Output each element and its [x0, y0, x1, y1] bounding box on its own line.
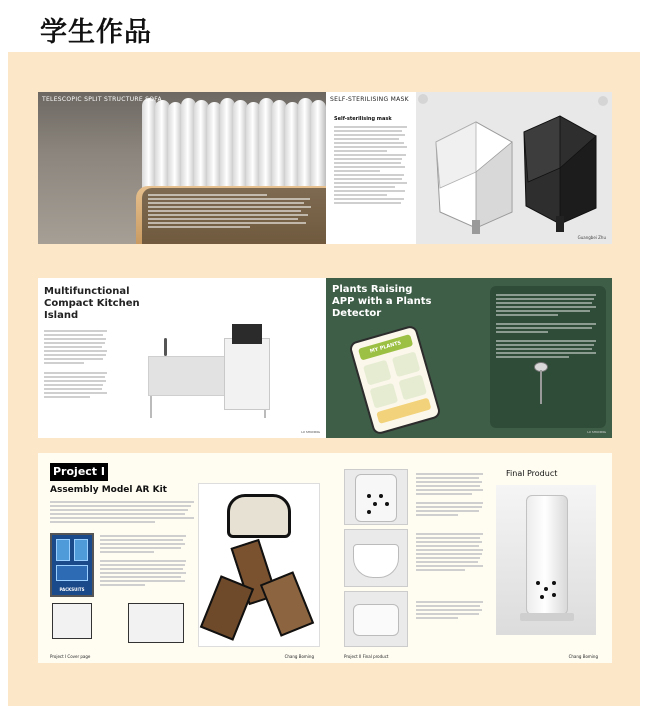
card-sofa[interactable]: [38, 92, 326, 244]
final-text-1: [416, 471, 486, 518]
cylinder-shape: [355, 474, 397, 522]
dot-mark: [540, 595, 544, 599]
card-mask[interactable]: [326, 92, 612, 244]
kitchen-cabinet: [224, 338, 270, 410]
mask-indicator-dot: [598, 96, 608, 106]
ar-body-text: [50, 499, 200, 525]
ar-footer-left: Project I Cover page: [50, 654, 91, 659]
ar-title: Assembly Model AR Kit: [50, 485, 167, 495]
final-text-2: [416, 531, 486, 573]
plant-tile: [392, 351, 421, 377]
plant-detector-probe: [540, 370, 542, 404]
final-product-cylinder: [526, 495, 568, 615]
dot-mark: [552, 593, 556, 597]
card-kitchen[interactable]: [38, 278, 326, 438]
card-ar-kit[interactable]: [38, 453, 326, 663]
final-text-3: [416, 599, 486, 621]
dot-mark: [373, 502, 377, 506]
sofa-title: TELESCOPIC SPLIT STRUCTURE SOFA: [42, 96, 162, 103]
parts-shape: [353, 604, 399, 636]
final-photo-parts: [344, 591, 408, 647]
ar-footer-right: Chang Boming: [284, 654, 314, 659]
page-title: 学生作品: [40, 17, 152, 48]
kitchen-appliance: [232, 324, 262, 344]
final-footer-left: Project II Final product: [344, 654, 389, 659]
plant-tile: [398, 374, 427, 400]
ar-package-box: [50, 533, 94, 597]
ar-project-label: Project I: [50, 463, 108, 481]
kitchen-tap: [164, 338, 167, 356]
final-product-base: [520, 613, 574, 621]
card-final-product[interactable]: [326, 453, 612, 663]
final-photo-cylinder: [344, 469, 408, 525]
dot-mark: [379, 494, 383, 498]
mask-body-text: [334, 124, 410, 206]
final-photo-container: [344, 529, 408, 587]
container-shape: [353, 544, 399, 578]
dot-mark: [367, 494, 371, 498]
ar-sketch-drawing: [128, 603, 184, 643]
ar-box-panel: [74, 539, 88, 561]
mask-subtitle: Self-sterilising mask: [334, 116, 392, 122]
ar-sketch-drawing: [52, 603, 92, 639]
robot-leg: [200, 575, 254, 640]
ar-box-text: PACKSUITS: [59, 587, 85, 592]
dot-mark: [536, 581, 540, 585]
robot-leg: [260, 571, 314, 636]
dot-mark: [544, 587, 548, 591]
ar-box-panel: [56, 565, 88, 581]
plant-tile: [363, 360, 392, 386]
plant-tile: [370, 383, 399, 409]
ar-robot-illustration: [198, 483, 320, 647]
dot-mark: [367, 510, 371, 514]
kitchen-brand: LU SHUDING: [301, 430, 320, 434]
sofa-body-text: [148, 192, 318, 230]
dot-mark: [552, 581, 556, 585]
plants-brand: LU SHUDING: [587, 430, 606, 434]
robot-head: [227, 494, 291, 538]
kitchen-title: Multifunctional Compact Kitchen Island: [44, 286, 140, 321]
mask-photo: [416, 92, 612, 244]
plants-title: Plants Raising APP with a Plants Detector: [332, 284, 432, 319]
kitchen-body-text: [44, 328, 110, 400]
mask-brand: Guangbei Zhu: [577, 235, 606, 240]
mask-illustration: [416, 92, 612, 244]
student-works-board: [8, 52, 640, 706]
card-plants[interactable]: [326, 278, 612, 438]
final-footer-right: Chang Boming: [568, 654, 598, 659]
mask-indicator-dot: [418, 94, 428, 104]
ar-mid-text: [100, 533, 190, 588]
final-product-title: Final Product: [506, 469, 558, 478]
final-product-photo: [496, 485, 596, 635]
dot-mark: [385, 502, 389, 506]
mask-title: SELF-STERILISING MASK: [330, 96, 409, 103]
plants-info-panel: [490, 286, 606, 428]
plants-app-header: MY PLANTS: [358, 334, 413, 360]
plants-app-phone: [348, 324, 442, 436]
plants-body-text: [496, 292, 600, 360]
ar-box-panel: [56, 539, 70, 561]
